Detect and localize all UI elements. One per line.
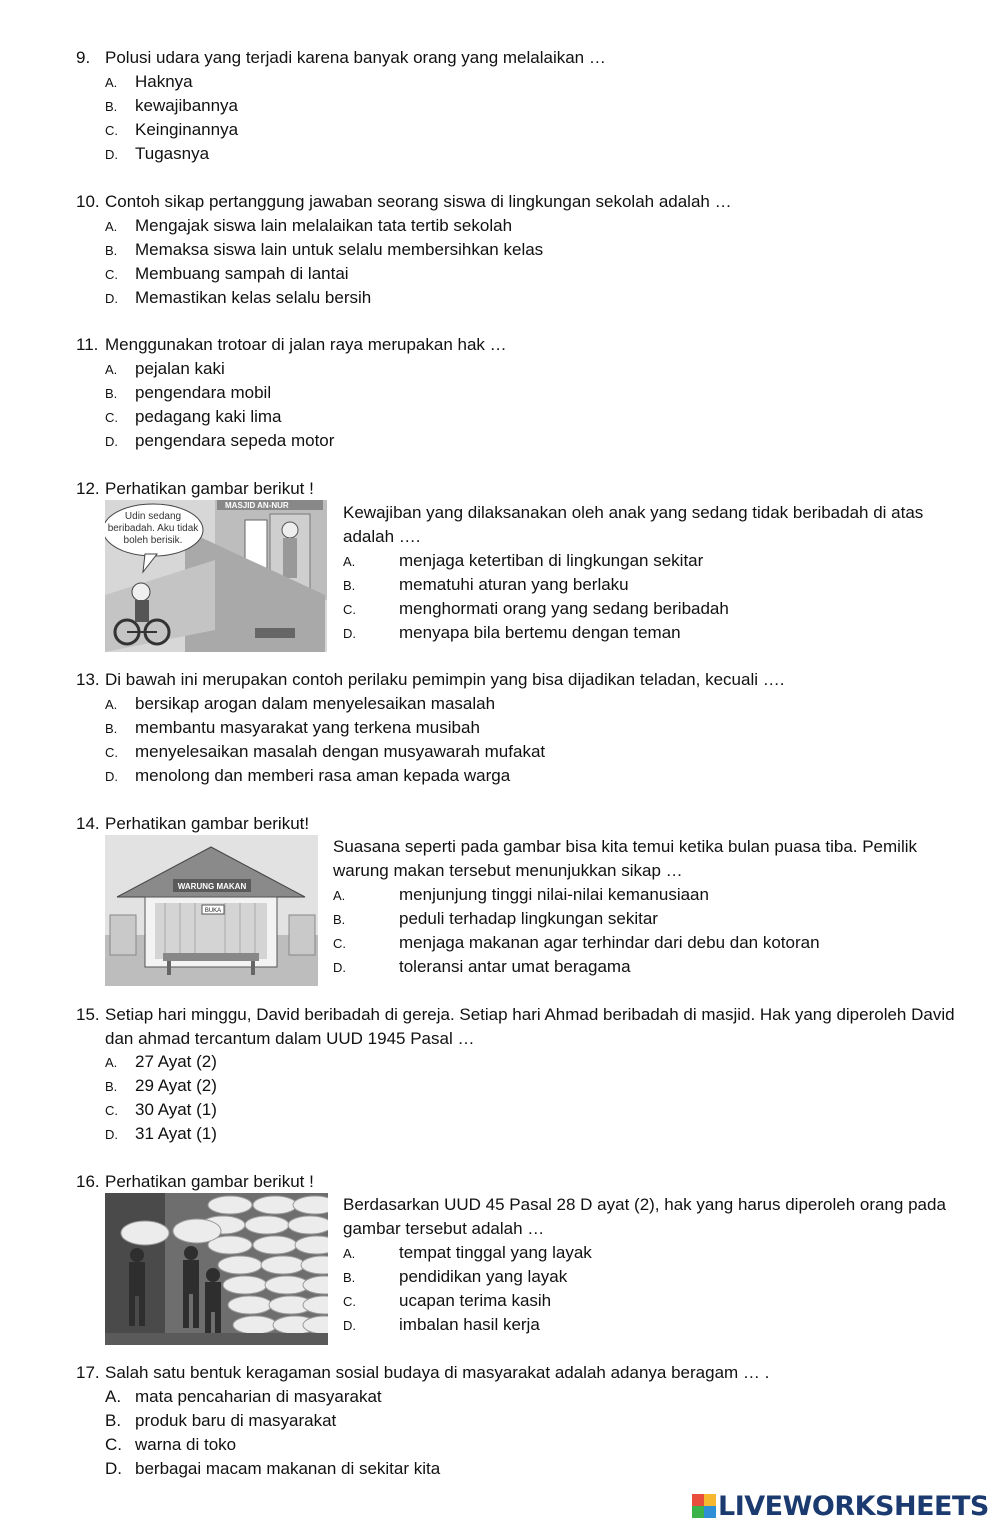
option-a[interactable]: A. tempat tinggal yang layak xyxy=(343,1243,592,1262)
option-b[interactable]: B. produk baru di masyarakat xyxy=(105,1411,337,1430)
option-c[interactable]: C. pedagang kaki lima xyxy=(105,407,282,426)
question-text: Salah satu bentuk keragaman sosial budaya di masyarakat adalah adanya beragam … . xyxy=(105,1363,770,1382)
option-b[interactable]: B. pengendara mobil xyxy=(105,383,272,402)
option-a[interactable]: A. menjaga ketertiban di lingkungan sekitar xyxy=(343,551,704,570)
option-d[interactable]: D. berbagai macam makanan di sekitar kita xyxy=(105,1459,441,1478)
option-c[interactable]: C. warna di toko xyxy=(105,1435,237,1454)
option-c[interactable]: C. menjaga makanan agar terhindar dari debu dan kotoran xyxy=(333,933,820,952)
door-sign-text: BUKA xyxy=(204,908,222,914)
question-number: 16. xyxy=(76,1172,100,1191)
liveworksheets-wordmark: LIVEWORKSHEETS xyxy=(718,1490,989,1522)
option-c[interactable]: C. Membuang sampah di lantai xyxy=(105,264,349,283)
bubble-text-line-1: Udin sedang xyxy=(124,511,182,522)
question-stem: Kewajiban yang dilaksanakan oleh anak yang sedang tidak beribadah di atas adalah …. xyxy=(343,503,924,546)
workers-carrying-sacks-photo xyxy=(105,1193,328,1345)
logo-square-red xyxy=(692,1494,704,1506)
option-d[interactable]: D. 31 Ayat (1) xyxy=(105,1124,217,1143)
question-number: 9. xyxy=(76,48,91,67)
question-number: 12. xyxy=(76,479,100,498)
question-11 xyxy=(76,333,507,357)
option-c[interactable]: C. menyelesaikan masalah dengan musyawarah mufakat xyxy=(105,742,546,761)
question-13 xyxy=(76,668,784,692)
option-b[interactable]: B. membantu masyarakat yang terkena musibah xyxy=(105,718,480,737)
question-number: 11. xyxy=(76,335,99,354)
option-a[interactable]: A. 27 Ayat (2) xyxy=(105,1052,217,1071)
question-9 xyxy=(76,46,606,70)
options-15 xyxy=(105,1050,217,1146)
options-13 xyxy=(105,692,545,788)
mosque-sign-text: MASJID AN-NUR xyxy=(225,501,289,510)
question-number: 10. xyxy=(76,192,100,211)
logo-square-green xyxy=(692,1506,704,1518)
logo-square-yellow xyxy=(704,1494,716,1506)
options-10 xyxy=(105,214,543,310)
option-a[interactable]: A. Haknya xyxy=(105,72,193,91)
option-d[interactable]: D. Tugasnya xyxy=(105,144,210,163)
option-a[interactable]: A. Mengajak siswa lain melalaikan tata tertib sekolah xyxy=(105,216,513,235)
option-c[interactable]: C. 30 Ayat (1) xyxy=(105,1100,217,1119)
options-17 xyxy=(105,1385,440,1481)
question-text: Setiap hari minggu, David beribadah di gereja. Setiap hari Ahmad beribadah di masjid. Hak yang diperoleh David dan ahmad tercantum dalam UUD 1945 Pasal … xyxy=(105,1005,955,1048)
option-b[interactable]: B. mematuhi aturan yang berlaku xyxy=(343,575,629,594)
option-d[interactable]: D. menolong dan memberi rasa aman kepada warga xyxy=(105,766,511,785)
question-number: 14. xyxy=(76,814,100,833)
option-d[interactable]: D. imbalan hasil kerja xyxy=(343,1315,540,1334)
option-c[interactable]: C. menghormati orang yang sedang beribadah xyxy=(343,599,729,618)
option-a[interactable]: A. menjunjung tinggi nilai-nilai kemanusiaan xyxy=(333,885,709,904)
option-d[interactable]: D. menyapa bila bertemu dengan teman xyxy=(343,623,681,642)
option-c[interactable]: C. Keinginannya xyxy=(105,120,239,139)
question-17 xyxy=(76,1361,769,1385)
option-a[interactable]: A. mata pencaharian di masyarakat xyxy=(105,1387,382,1406)
question-text: Polusi udara yang terjadi karena banyak orang yang melalaikan … xyxy=(105,48,606,67)
option-d[interactable]: D. pengendara sepeda motor xyxy=(105,431,335,450)
question-text: Perhatikan gambar berikut ! xyxy=(105,479,314,498)
question-10 xyxy=(76,190,732,214)
option-b[interactable]: B. pendidikan yang layak xyxy=(343,1267,568,1286)
question-12 xyxy=(76,477,314,501)
option-d[interactable]: D. Memastikan kelas selalu bersih xyxy=(105,288,372,307)
question-text: Contoh sikap pertanggung jawaban seorang siswa di lingkungan sekolah adalah … xyxy=(105,192,732,211)
side-block-16 xyxy=(343,1193,953,1337)
logo-square-blue xyxy=(704,1506,716,1518)
option-b[interactable]: B. Memaksa siswa lain untuk selalu membersihkan kelas xyxy=(105,240,544,259)
question-text: Menggunakan trotoar di jalan raya merupakan hak … xyxy=(105,335,507,354)
liveworksheets-logo[interactable] xyxy=(692,1490,989,1522)
option-b[interactable]: B. peduli terhadap lingkungan sekitar xyxy=(333,909,658,928)
question-15 xyxy=(76,1003,966,1051)
question-stem: Berdasarkan UUD 45 Pasal 28 D ayat (2), hak yang harus diperoleh orang pada gambar tersebut adalah … xyxy=(343,1195,946,1238)
question-number: 13. xyxy=(76,670,100,689)
warung-sign-text: WARUNG MAKAN xyxy=(177,882,247,891)
option-b[interactable]: B. 29 Ayat (2) xyxy=(105,1076,217,1095)
question-14 xyxy=(76,812,309,836)
option-a[interactable]: A. bersikap arogan dalam menyelesaikan masalah xyxy=(105,694,496,713)
question-16 xyxy=(76,1170,314,1194)
bubble-text-line-3: boleh berisik. xyxy=(123,535,183,546)
question-text: Perhatikan gambar berikut ! xyxy=(105,1172,314,1191)
question-number: 17. xyxy=(76,1363,100,1382)
mosque-cartoon-image xyxy=(105,500,327,652)
question-stem: Suasana seperti pada gambar bisa kita temui ketika bulan puasa tiba. Pemilik warung makan tersebut menunjukkan sikap … xyxy=(333,837,918,880)
options-9 xyxy=(105,70,238,166)
option-a[interactable]: A. pejalan kaki xyxy=(105,359,225,378)
question-text: Di bawah ini merupakan contoh perilaku pemimpin yang bisa dijadikan teladan, kecuali …. xyxy=(105,670,785,689)
options-11 xyxy=(105,357,334,453)
option-c[interactable]: C. ucapan terima kasih xyxy=(343,1291,552,1310)
question-text: Perhatikan gambar berikut! xyxy=(105,814,310,833)
bubble-text-line-2: beribadah. Aku tidak xyxy=(107,523,199,534)
option-d[interactable]: D. toleransi antar umat beragama xyxy=(333,957,631,976)
warung-makan-image xyxy=(105,835,318,986)
side-block-14 xyxy=(333,835,963,979)
question-number: 15. xyxy=(76,1005,100,1024)
liveworksheets-logo-icon xyxy=(692,1494,716,1518)
side-block-12 xyxy=(343,501,953,645)
option-b[interactable]: B. kewajibannya xyxy=(105,96,239,115)
